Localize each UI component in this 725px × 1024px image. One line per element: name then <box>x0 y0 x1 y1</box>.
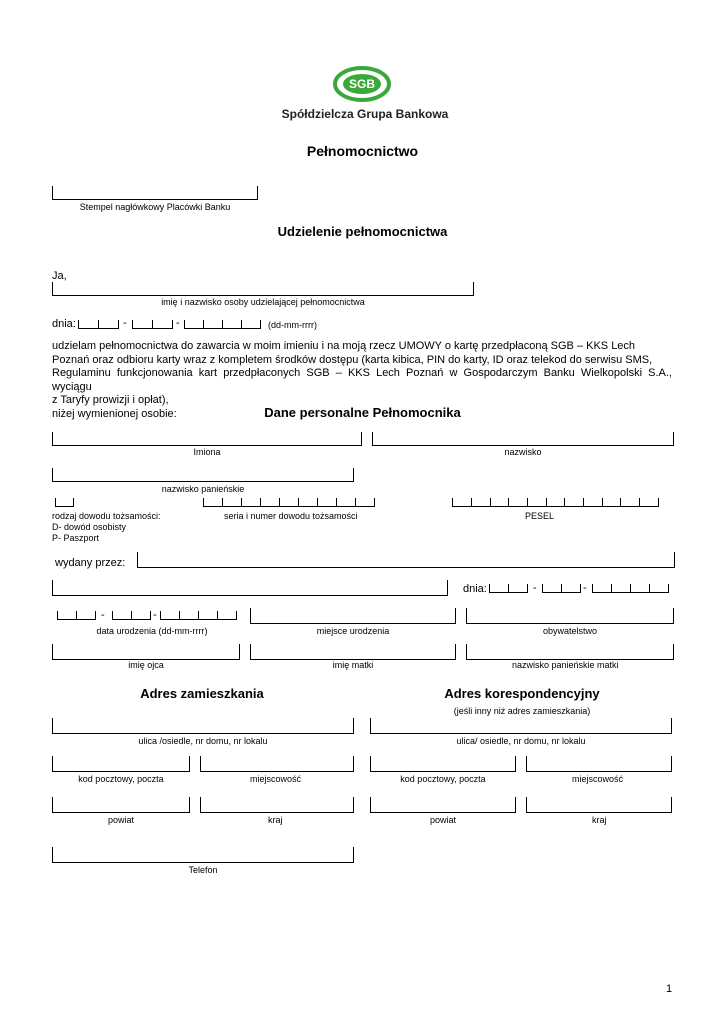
residence-address-title: Adres zamieszkania <box>140 686 264 701</box>
grantor-name-field[interactable] <box>52 282 474 296</box>
issue-date-prefix: dnia: <box>463 583 487 595</box>
citizenship-label: obywatelstwo <box>542 626 598 636</box>
citizenship-field[interactable] <box>466 608 674 624</box>
paragraph-line: niżej wymienionej osobie: <box>52 407 177 420</box>
date-dash-2: - <box>176 317 180 329</box>
surname-label: nazwisko <box>504 447 542 457</box>
street-left-field[interactable] <box>52 718 354 734</box>
correspondence-address-title: Adres korespondencyjny <box>444 686 600 701</box>
id-option-p: P- Paszport <box>52 533 100 543</box>
date-prefix: dnia: <box>52 318 76 330</box>
county-right-label: powiat <box>430 815 457 825</box>
grant-date-field[interactable] <box>78 318 268 330</box>
birth-date-dash-1: - <box>101 609 105 621</box>
postal-right-label: kod pocztowy, poczta <box>400 774 486 784</box>
street-left-label: ulica /osiedle, nr domu, nr lokalu <box>138 736 268 746</box>
id-type-label: rodzaj dowodu tożsamości: <box>52 511 161 521</box>
ja-text: Ja, <box>52 270 67 282</box>
birth-place-label: miejsce urodzenia <box>316 626 390 636</box>
street-right-field[interactable] <box>370 718 672 734</box>
mother-maiden-label: nazwisko panieńskie matki <box>512 660 619 670</box>
pesel-field[interactable] <box>452 498 660 510</box>
id-number-field[interactable] <box>203 498 375 510</box>
postal-left-label: kod pocztowy, poczta <box>78 774 164 784</box>
page-number: 1 <box>666 983 673 995</box>
maiden-name-label: nazwisko panieńskie <box>161 484 245 494</box>
issued-by-field[interactable] <box>137 552 675 568</box>
stamp-label: Stempel nagłówkowy Placówki Banku <box>79 202 231 212</box>
logo-name: Spółdzielcza Grupa Bankowa <box>281 107 449 121</box>
stamp-field[interactable] <box>52 186 258 200</box>
page-title: Pełnomocnictwo <box>306 143 419 159</box>
birth-date-label: data urodzenia (dd-mm-rrrr) <box>96 626 208 636</box>
country-left-label: kraj <box>268 815 283 825</box>
grantor-label: imię i nazwisko osoby udzielającej pełnomocnictwa <box>161 297 365 307</box>
county-right-field[interactable] <box>370 797 516 813</box>
city-right-field[interactable] <box>526 756 672 772</box>
issued-by-label: wydany przez: <box>55 557 126 569</box>
street-right-label: ulica/ osiedle, nr domu, nr lokalu <box>456 736 586 746</box>
surname-field[interactable] <box>372 432 674 446</box>
issue-date-field[interactable] <box>489 583 669 595</box>
birth-date-field[interactable] <box>57 611 239 623</box>
id-type-field[interactable] <box>55 498 75 510</box>
mother-name-label: imię matki <box>332 660 374 670</box>
section-title: Udzielenie pełnomocnictwa <box>277 224 448 239</box>
mother-name-field[interactable] <box>250 644 456 660</box>
phone-field[interactable] <box>52 847 354 863</box>
paragraph-line: z Taryfy prowizji i opłat), <box>52 394 169 406</box>
country-right-label: kraj <box>592 815 607 825</box>
city-right-label: miejscowość <box>572 774 624 784</box>
maiden-name-field[interactable] <box>52 468 354 482</box>
birth-date-dash-2: - <box>153 609 157 621</box>
postal-left-field[interactable] <box>52 756 190 772</box>
father-name-label: imię ojca <box>128 660 164 670</box>
issued-by-field-2[interactable] <box>52 580 448 596</box>
issue-date-dash-2: - <box>583 582 587 594</box>
first-names-field[interactable] <box>52 432 362 446</box>
birth-place-field[interactable] <box>250 608 456 624</box>
father-name-field[interactable] <box>52 644 240 660</box>
country-left-field[interactable] <box>200 797 354 813</box>
city-left-label: miejscowość <box>250 774 302 784</box>
id-number-label: seria i numer dowodu tożsamości <box>224 511 358 521</box>
postal-right-field[interactable] <box>370 756 516 772</box>
paragraph-line: udzielam pełnomocnictwa do zawarcia w moim imieniu i na moją rzecz UMOWY o kartę przedpłaconą SGB – KKS Lech <box>52 340 636 352</box>
pesel-label: PESEL <box>525 511 555 521</box>
paragraph-line: Regulaminu funkcjonowania kart przedpłaconych SGB – KKS Lech Poznań w Gospodarczym Banku Wielkopolski S.A., wyciągu <box>52 367 672 393</box>
paragraph-line: Poznań oraz odbioru karty wraz z kompletem środków dostępu (karta kibica, PIN do karty, ID oraz telekod do serwisu SMS, <box>52 353 653 366</box>
date-dash-1: - <box>123 317 127 329</box>
date-hint: (dd-mm-rrrr) <box>268 320 317 330</box>
issue-date-dash-1: - <box>533 582 537 594</box>
id-option-d: D- dowód osobisty <box>52 522 127 532</box>
country-right-field[interactable] <box>526 797 672 813</box>
county-left-label: powiat <box>108 815 135 825</box>
logo-mark-text: SGB <box>348 77 375 91</box>
county-left-field[interactable] <box>52 797 190 813</box>
mother-maiden-field[interactable] <box>466 644 674 660</box>
city-left-field[interactable] <box>200 756 354 772</box>
first-names-label: Imiona <box>193 447 221 457</box>
personal-title: Dane personalne Pełnomocnika <box>264 405 461 420</box>
correspondence-note: (jeśli inny niż adres zamieszkania) <box>453 706 591 716</box>
phone-label: Telefon <box>188 865 218 875</box>
logo <box>270 64 460 124</box>
